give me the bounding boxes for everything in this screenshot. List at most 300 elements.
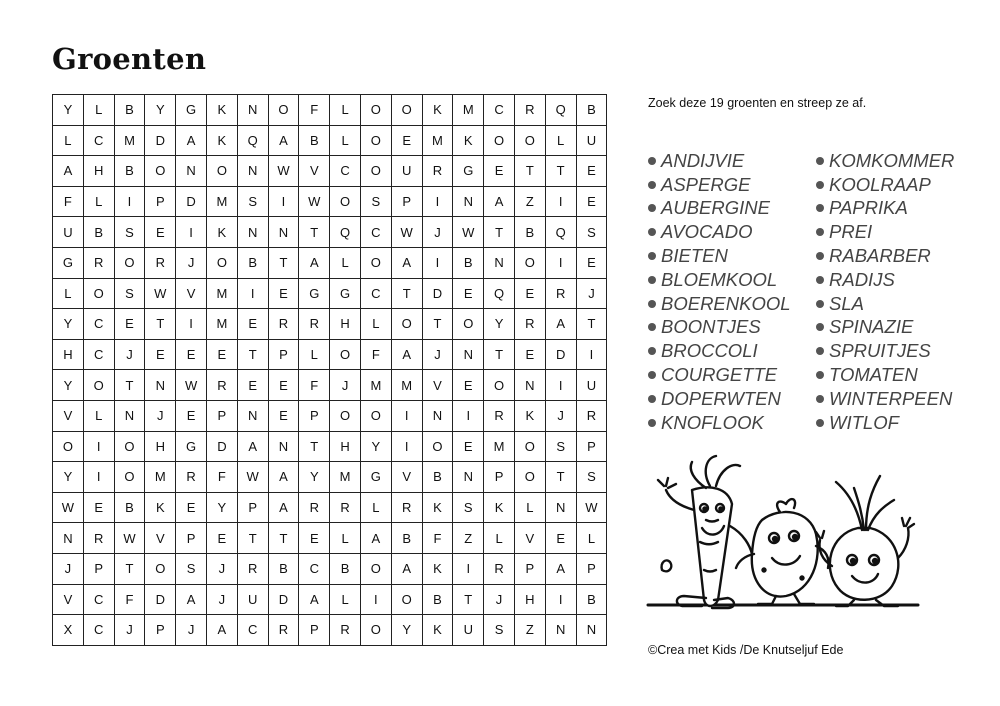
grid-cell[interactable]: M: [330, 462, 361, 493]
grid-cell[interactable]: A: [484, 186, 515, 217]
grid-cell[interactable]: O: [514, 431, 545, 462]
grid-cell[interactable]: E: [206, 339, 237, 370]
grid-cell[interactable]: S: [453, 492, 484, 523]
grid-cell[interactable]: P: [576, 431, 607, 462]
grid-cell[interactable]: G: [453, 156, 484, 187]
word-list-item[interactable]: [648, 316, 816, 340]
grid-cell[interactable]: I: [391, 400, 422, 431]
grid-cell[interactable]: R: [237, 553, 268, 584]
grid-cell[interactable]: B: [576, 584, 607, 615]
grid-cell[interactable]: E: [484, 156, 515, 187]
grid-cell[interactable]: L: [545, 125, 576, 156]
grid-cell[interactable]: O: [514, 247, 545, 278]
grid-cell[interactable]: H: [83, 156, 114, 187]
grid-cell[interactable]: O: [360, 156, 391, 187]
grid-cell[interactable]: L: [53, 125, 84, 156]
grid-cell[interactable]: I: [176, 217, 207, 248]
grid-cell[interactable]: A: [268, 462, 299, 493]
grid-cell[interactable]: N: [237, 156, 268, 187]
grid-cell[interactable]: O: [145, 553, 176, 584]
grid-cell[interactable]: Y: [145, 95, 176, 126]
grid-cell[interactable]: R: [83, 523, 114, 554]
word-list-item[interactable]: [648, 411, 816, 435]
grid-cell[interactable]: F: [114, 584, 145, 615]
grid-cell[interactable]: G: [176, 431, 207, 462]
word-list-item[interactable]: [648, 339, 816, 363]
grid-cell[interactable]: A: [176, 125, 207, 156]
grid-cell[interactable]: C: [83, 584, 114, 615]
grid-cell[interactable]: G: [299, 278, 330, 309]
grid-cell[interactable]: N: [576, 615, 607, 646]
grid-cell[interactable]: H: [514, 584, 545, 615]
word-list-item[interactable]: [816, 220, 976, 244]
grid-cell[interactable]: R: [83, 247, 114, 278]
grid-cell[interactable]: I: [391, 431, 422, 462]
grid-cell[interactable]: B: [83, 217, 114, 248]
grid-cell[interactable]: G: [360, 462, 391, 493]
grid-cell[interactable]: U: [576, 370, 607, 401]
grid-cell[interactable]: A: [391, 339, 422, 370]
grid-cell[interactable]: P: [299, 615, 330, 646]
grid-cell[interactable]: E: [145, 339, 176, 370]
grid-cell[interactable]: J: [176, 247, 207, 278]
grid-cell[interactable]: R: [545, 278, 576, 309]
grid-cell[interactable]: P: [176, 523, 207, 554]
grid-cell[interactable]: I: [360, 584, 391, 615]
grid-cell[interactable]: E: [237, 309, 268, 340]
grid-cell[interactable]: E: [268, 278, 299, 309]
grid-cell[interactable]: J: [330, 370, 361, 401]
grid-cell[interactable]: L: [360, 492, 391, 523]
grid-cell[interactable]: L: [576, 523, 607, 554]
grid-cell[interactable]: O: [83, 370, 114, 401]
grid-cell[interactable]: L: [330, 125, 361, 156]
grid-cell[interactable]: B: [422, 462, 453, 493]
grid-cell[interactable]: E: [268, 370, 299, 401]
grid-cell[interactable]: D: [268, 584, 299, 615]
grid-cell[interactable]: J: [422, 339, 453, 370]
grid-cell[interactable]: J: [176, 615, 207, 646]
grid-cell[interactable]: K: [453, 125, 484, 156]
grid-cell[interactable]: N: [53, 523, 84, 554]
grid-cell[interactable]: R: [268, 309, 299, 340]
grid-cell[interactable]: R: [299, 492, 330, 523]
grid-cell[interactable]: W: [145, 278, 176, 309]
grid-cell[interactable]: J: [206, 553, 237, 584]
grid-cell[interactable]: I: [83, 462, 114, 493]
grid-cell[interactable]: Z: [514, 186, 545, 217]
grid-cell[interactable]: Y: [299, 462, 330, 493]
grid-cell[interactable]: R: [206, 370, 237, 401]
grid-cell[interactable]: U: [53, 217, 84, 248]
grid-cell[interactable]: E: [453, 370, 484, 401]
grid-cell[interactable]: B: [514, 217, 545, 248]
grid-cell[interactable]: O: [206, 247, 237, 278]
grid-cell[interactable]: D: [206, 431, 237, 462]
grid-cell[interactable]: P: [145, 615, 176, 646]
word-list-item[interactable]: [816, 197, 976, 221]
grid-cell[interactable]: Y: [391, 615, 422, 646]
grid-cell[interactable]: L: [299, 339, 330, 370]
grid-cell[interactable]: T: [391, 278, 422, 309]
grid-cell[interactable]: E: [145, 217, 176, 248]
grid-cell[interactable]: V: [176, 278, 207, 309]
grid-cell[interactable]: D: [145, 125, 176, 156]
grid-cell[interactable]: R: [576, 400, 607, 431]
grid-cell[interactable]: F: [53, 186, 84, 217]
grid-cell[interactable]: F: [299, 95, 330, 126]
grid-cell[interactable]: P: [206, 400, 237, 431]
grid-cell[interactable]: H: [53, 339, 84, 370]
grid-cell[interactable]: R: [514, 95, 545, 126]
grid-cell[interactable]: C: [83, 125, 114, 156]
word-list-item[interactable]: [816, 316, 976, 340]
grid-cell[interactable]: I: [176, 309, 207, 340]
grid-cell[interactable]: T: [268, 247, 299, 278]
grid-cell[interactable]: E: [514, 278, 545, 309]
grid-cell[interactable]: W: [268, 156, 299, 187]
grid-cell[interactable]: A: [545, 553, 576, 584]
grid-cell[interactable]: J: [484, 584, 515, 615]
grid-cell[interactable]: X: [53, 615, 84, 646]
word-list-item[interactable]: [816, 173, 976, 197]
grid-cell[interactable]: C: [83, 309, 114, 340]
grid-cell[interactable]: V: [53, 400, 84, 431]
grid-cell[interactable]: N: [453, 339, 484, 370]
grid-cell[interactable]: O: [484, 125, 515, 156]
grid-cell[interactable]: I: [453, 553, 484, 584]
grid-cell[interactable]: E: [237, 370, 268, 401]
grid-cell[interactable]: W: [299, 186, 330, 217]
grid-cell[interactable]: Q: [330, 217, 361, 248]
grid-cell[interactable]: S: [176, 553, 207, 584]
grid-cell[interactable]: Q: [484, 278, 515, 309]
grid-cell[interactable]: T: [237, 339, 268, 370]
grid-cell[interactable]: P: [268, 339, 299, 370]
grid-cell[interactable]: Q: [545, 95, 576, 126]
grid-cell[interactable]: O: [360, 400, 391, 431]
grid-cell[interactable]: R: [391, 492, 422, 523]
grid-cell[interactable]: I: [237, 278, 268, 309]
grid-cell[interactable]: M: [360, 370, 391, 401]
grid-cell[interactable]: P: [391, 186, 422, 217]
grid-cell[interactable]: J: [145, 400, 176, 431]
grid-cell[interactable]: A: [176, 584, 207, 615]
grid-cell[interactable]: K: [422, 553, 453, 584]
grid-cell[interactable]: L: [330, 95, 361, 126]
grid-cell[interactable]: R: [330, 492, 361, 523]
grid-cell[interactable]: B: [268, 553, 299, 584]
grid-cell[interactable]: O: [83, 278, 114, 309]
grid-cell[interactable]: T: [145, 309, 176, 340]
grid-cell[interactable]: K: [484, 492, 515, 523]
grid-cell[interactable]: M: [206, 309, 237, 340]
grid-cell[interactable]: I: [114, 186, 145, 217]
grid-cell[interactable]: O: [391, 584, 422, 615]
grid-cell[interactable]: C: [330, 156, 361, 187]
word-list-item[interactable]: [648, 363, 816, 387]
grid-cell[interactable]: B: [453, 247, 484, 278]
grid-cell[interactable]: R: [176, 462, 207, 493]
grid-cell[interactable]: B: [299, 125, 330, 156]
grid-cell[interactable]: O: [145, 156, 176, 187]
word-list-item[interactable]: [648, 173, 816, 197]
grid-cell[interactable]: S: [114, 217, 145, 248]
grid-cell[interactable]: T: [299, 217, 330, 248]
word-list-item[interactable]: [816, 339, 976, 363]
grid-cell[interactable]: J: [114, 339, 145, 370]
grid-cell[interactable]: A: [391, 247, 422, 278]
grid-cell[interactable]: P: [299, 400, 330, 431]
grid-cell[interactable]: E: [453, 431, 484, 462]
grid-cell[interactable]: O: [330, 400, 361, 431]
word-list-item[interactable]: [648, 220, 816, 244]
grid-cell[interactable]: A: [237, 431, 268, 462]
grid-cell[interactable]: R: [330, 615, 361, 646]
grid-cell[interactable]: W: [391, 217, 422, 248]
grid-cell[interactable]: K: [422, 615, 453, 646]
grid-cell[interactable]: Y: [53, 370, 84, 401]
grid-cell[interactable]: F: [206, 462, 237, 493]
grid-cell[interactable]: T: [237, 523, 268, 554]
grid-cell[interactable]: O: [484, 370, 515, 401]
grid-cell[interactable]: B: [114, 95, 145, 126]
grid-cell[interactable]: H: [330, 309, 361, 340]
grid-cell[interactable]: S: [576, 217, 607, 248]
grid-cell[interactable]: H: [330, 431, 361, 462]
grid-cell[interactable]: J: [545, 400, 576, 431]
grid-cell[interactable]: L: [330, 247, 361, 278]
grid-cell[interactable]: G: [176, 95, 207, 126]
grid-cell[interactable]: I: [545, 370, 576, 401]
grid-cell[interactable]: E: [176, 492, 207, 523]
grid-cell[interactable]: O: [514, 125, 545, 156]
grid-cell[interactable]: K: [422, 95, 453, 126]
grid-cell[interactable]: A: [206, 615, 237, 646]
grid-cell[interactable]: E: [545, 523, 576, 554]
grid-cell[interactable]: M: [206, 186, 237, 217]
grid-cell[interactable]: B: [114, 156, 145, 187]
grid-cell[interactable]: I: [453, 400, 484, 431]
grid-cell[interactable]: S: [545, 431, 576, 462]
grid-cell[interactable]: A: [391, 553, 422, 584]
grid-cell[interactable]: K: [514, 400, 545, 431]
grid-cell[interactable]: R: [299, 309, 330, 340]
grid-cell[interactable]: B: [237, 247, 268, 278]
grid-cell[interactable]: V: [514, 523, 545, 554]
grid-cell[interactable]: A: [299, 584, 330, 615]
grid-cell[interactable]: F: [360, 339, 391, 370]
grid-cell[interactable]: E: [576, 156, 607, 187]
grid-cell[interactable]: V: [391, 462, 422, 493]
grid-cell[interactable]: O: [360, 247, 391, 278]
grid-cell[interactable]: I: [576, 339, 607, 370]
grid-cell[interactable]: J: [206, 584, 237, 615]
grid-cell[interactable]: N: [545, 492, 576, 523]
grid-cell[interactable]: E: [268, 400, 299, 431]
grid-cell[interactable]: O: [391, 95, 422, 126]
grid-cell[interactable]: N: [268, 431, 299, 462]
grid-cell[interactable]: I: [545, 247, 576, 278]
grid-cell[interactable]: N: [422, 400, 453, 431]
grid-cell[interactable]: G: [330, 278, 361, 309]
grid-cell[interactable]: E: [176, 400, 207, 431]
grid-cell[interactable]: F: [422, 523, 453, 554]
grid-cell[interactable]: N: [453, 462, 484, 493]
grid-cell[interactable]: C: [360, 278, 391, 309]
grid-cell[interactable]: M: [391, 370, 422, 401]
word-list-item[interactable]: [816, 149, 976, 173]
grid-cell[interactable]: Z: [514, 615, 545, 646]
grid-cell[interactable]: C: [299, 553, 330, 584]
grid-cell[interactable]: M: [145, 462, 176, 493]
grid-cell[interactable]: L: [484, 523, 515, 554]
grid-cell[interactable]: O: [114, 431, 145, 462]
word-list-item[interactable]: [648, 268, 816, 292]
grid-cell[interactable]: O: [360, 615, 391, 646]
grid-cell[interactable]: R: [268, 615, 299, 646]
grid-cell[interactable]: P: [237, 492, 268, 523]
grid-cell[interactable]: M: [422, 125, 453, 156]
grid-cell[interactable]: N: [453, 186, 484, 217]
grid-cell[interactable]: K: [422, 492, 453, 523]
grid-cell[interactable]: E: [576, 186, 607, 217]
grid-cell[interactable]: W: [237, 462, 268, 493]
grid-cell[interactable]: H: [145, 431, 176, 462]
grid-cell[interactable]: T: [114, 370, 145, 401]
grid-cell[interactable]: D: [422, 278, 453, 309]
grid-cell[interactable]: K: [145, 492, 176, 523]
grid-cell[interactable]: S: [114, 278, 145, 309]
word-list-item[interactable]: [816, 292, 976, 316]
grid-cell[interactable]: B: [422, 584, 453, 615]
grid-cell[interactable]: D: [145, 584, 176, 615]
grid-cell[interactable]: U: [237, 584, 268, 615]
grid-cell[interactable]: V: [53, 584, 84, 615]
grid-cell[interactable]: T: [514, 156, 545, 187]
grid-cell[interactable]: A: [299, 247, 330, 278]
grid-cell[interactable]: J: [422, 217, 453, 248]
grid-cell[interactable]: P: [145, 186, 176, 217]
grid-cell[interactable]: W: [453, 217, 484, 248]
grid-cell[interactable]: O: [330, 186, 361, 217]
grid-cell[interactable]: O: [114, 462, 145, 493]
grid-cell[interactable]: W: [176, 370, 207, 401]
grid-cell[interactable]: O: [268, 95, 299, 126]
grid-cell[interactable]: P: [83, 553, 114, 584]
grid-cell[interactable]: A: [268, 125, 299, 156]
grid-cell[interactable]: F: [299, 370, 330, 401]
grid-cell[interactable]: E: [514, 339, 545, 370]
grid-cell[interactable]: J: [576, 278, 607, 309]
grid-cell[interactable]: I: [422, 247, 453, 278]
grid-cell[interactable]: O: [391, 309, 422, 340]
grid-cell[interactable]: N: [145, 370, 176, 401]
grid-cell[interactable]: L: [360, 309, 391, 340]
grid-cell[interactable]: K: [206, 125, 237, 156]
grid-cell[interactable]: E: [576, 247, 607, 278]
grid-cell[interactable]: W: [53, 492, 84, 523]
grid-cell[interactable]: D: [545, 339, 576, 370]
grid-cell[interactable]: E: [176, 339, 207, 370]
grid-cell[interactable]: Q: [545, 217, 576, 248]
word-list-item[interactable]: [816, 268, 976, 292]
grid-cell[interactable]: Y: [53, 95, 84, 126]
grid-cell[interactable]: L: [514, 492, 545, 523]
grid-cell[interactable]: Y: [53, 462, 84, 493]
grid-cell[interactable]: P: [576, 553, 607, 584]
grid-cell[interactable]: Y: [484, 309, 515, 340]
grid-cell[interactable]: T: [484, 217, 515, 248]
grid-cell[interactable]: O: [360, 125, 391, 156]
grid-cell[interactable]: S: [484, 615, 515, 646]
grid-cell[interactable]: T: [299, 431, 330, 462]
grid-cell[interactable]: U: [453, 615, 484, 646]
grid-cell[interactable]: Y: [53, 309, 84, 340]
grid-cell[interactable]: D: [176, 186, 207, 217]
word-list-item[interactable]: [816, 244, 976, 268]
grid-cell[interactable]: A: [545, 309, 576, 340]
grid-cell[interactable]: S: [360, 186, 391, 217]
grid-cell[interactable]: O: [453, 309, 484, 340]
grid-cell[interactable]: R: [145, 247, 176, 278]
grid-cell[interactable]: M: [453, 95, 484, 126]
grid-cell[interactable]: T: [484, 339, 515, 370]
grid-cell[interactable]: M: [484, 431, 515, 462]
grid-cell[interactable]: W: [114, 523, 145, 554]
grid-cell[interactable]: B: [391, 523, 422, 554]
grid-cell[interactable]: N: [176, 156, 207, 187]
grid-cell[interactable]: N: [237, 400, 268, 431]
grid-cell[interactable]: T: [422, 309, 453, 340]
word-list-item[interactable]: [816, 387, 976, 411]
grid-cell[interactable]: T: [114, 553, 145, 584]
grid-cell[interactable]: O: [360, 95, 391, 126]
grid-cell[interactable]: I: [268, 186, 299, 217]
grid-cell[interactable]: N: [484, 247, 515, 278]
word-list-item[interactable]: [648, 292, 816, 316]
grid-cell[interactable]: C: [83, 339, 114, 370]
grid-cell[interactable]: E: [299, 523, 330, 554]
grid-cell[interactable]: B: [114, 492, 145, 523]
grid-cell[interactable]: E: [83, 492, 114, 523]
grid-cell[interactable]: P: [484, 462, 515, 493]
grid-cell[interactable]: Q: [237, 125, 268, 156]
grid-cell[interactable]: I: [545, 584, 576, 615]
word-list-item[interactable]: [816, 411, 976, 435]
grid-cell[interactable]: W: [576, 492, 607, 523]
grid-cell[interactable]: R: [484, 400, 515, 431]
grid-cell[interactable]: T: [268, 523, 299, 554]
grid-cell[interactable]: G: [53, 247, 84, 278]
grid-cell[interactable]: O: [206, 156, 237, 187]
grid-cell[interactable]: L: [330, 523, 361, 554]
grid-cell[interactable]: T: [453, 584, 484, 615]
grid-cell[interactable]: A: [268, 492, 299, 523]
grid-cell[interactable]: I: [422, 186, 453, 217]
grid-cell[interactable]: L: [83, 400, 114, 431]
grid-cell[interactable]: O: [360, 553, 391, 584]
grid-cell[interactable]: B: [576, 95, 607, 126]
grid-cell[interactable]: E: [391, 125, 422, 156]
grid-cell[interactable]: C: [484, 95, 515, 126]
grid-cell[interactable]: S: [576, 462, 607, 493]
grid-cell[interactable]: P: [514, 553, 545, 584]
grid-cell[interactable]: M: [206, 278, 237, 309]
word-list-item[interactable]: [648, 197, 816, 221]
grid-cell[interactable]: N: [114, 400, 145, 431]
grid-cell[interactable]: K: [206, 95, 237, 126]
